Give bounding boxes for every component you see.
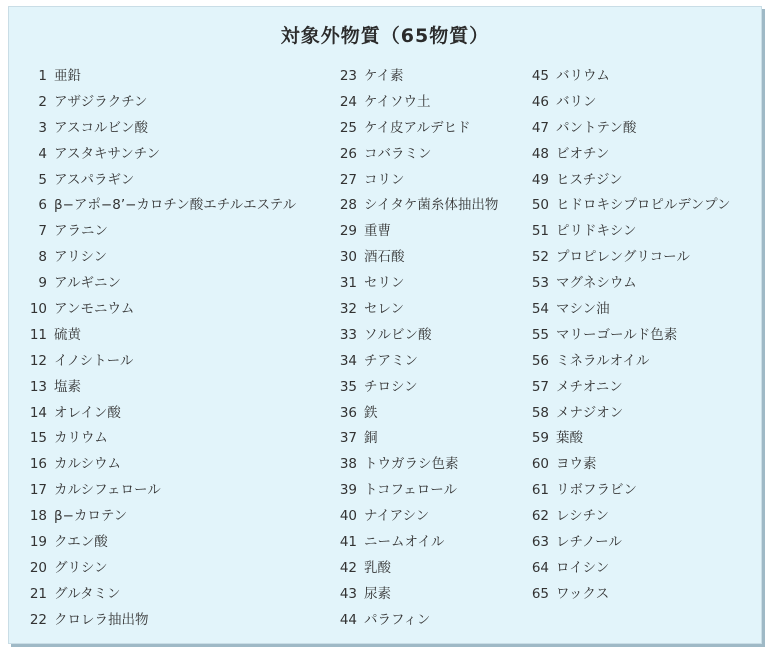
- substance-item: [527, 556, 731, 582]
- substance-number: 8: [38, 249, 47, 266]
- substance-item: [335, 478, 498, 504]
- substance-number: 63: [531, 534, 549, 551]
- substance-name: リボフラビン: [556, 482, 637, 499]
- substance-number: 52: [531, 249, 549, 266]
- substance-number: 30: [339, 249, 357, 266]
- substance-name: アリシン: [54, 249, 108, 266]
- substance-item: [527, 375, 731, 401]
- substance-number: 12: [29, 352, 47, 369]
- substance-item: [527, 271, 731, 297]
- substance-item: [335, 193, 498, 219]
- substance-number: 45: [531, 68, 549, 84]
- substance-item: [527, 582, 731, 608]
- substance-number: 6: [38, 197, 47, 214]
- substance-number: 33: [339, 326, 357, 343]
- substance-number: 10: [29, 301, 47, 318]
- substance-number: 31: [339, 275, 357, 292]
- substance-name: レチノール: [556, 534, 622, 551]
- substance-number: 48: [531, 145, 549, 162]
- substance-name: クロレラ抽出物: [54, 611, 149, 628]
- substance-name: β−アポ−8’−カロチン酸エチルエステル: [54, 197, 297, 214]
- substance-column-2: [335, 64, 498, 634]
- substance-number: 39: [339, 482, 357, 499]
- substance-number: 36: [339, 404, 357, 421]
- substance-number: 29: [339, 223, 357, 240]
- substance-number: 15: [29, 430, 47, 447]
- substance-item: [527, 297, 731, 323]
- substance-number: 19: [29, 534, 47, 551]
- substance-name: 葉酸: [556, 430, 583, 447]
- substance-number: 27: [339, 171, 357, 188]
- substance-item: [335, 401, 498, 427]
- substance-item: [527, 168, 731, 194]
- substance-number: 58: [531, 404, 549, 421]
- panel-title: 対象外物質（65物質）: [280, 25, 490, 47]
- substance-name: メチオニン: [556, 378, 623, 395]
- substance-name: セリン: [364, 275, 405, 292]
- substance-item: [527, 478, 731, 504]
- substance-number: 49: [531, 171, 549, 188]
- substance-item: [25, 297, 296, 323]
- substance-item: [527, 116, 731, 142]
- substance-number: 40: [339, 508, 357, 525]
- substance-number: 5: [38, 171, 47, 188]
- substance-name: トウガラシ色素: [364, 456, 459, 473]
- substance-number: 9: [38, 275, 47, 292]
- substance-name: アルギニン: [54, 275, 121, 292]
- substance-name: トコフェロール: [364, 482, 458, 499]
- substance-name: セレン: [364, 301, 405, 318]
- substance-item: [335, 349, 498, 375]
- substance-column-1: [25, 64, 296, 634]
- substance-item: [527, 426, 731, 452]
- substance-item: [335, 582, 498, 608]
- substance-name: ビオチン: [556, 145, 610, 162]
- substance-item: [25, 401, 296, 427]
- substance-item: [527, 219, 731, 245]
- substance-name: ヨウ素: [556, 456, 597, 473]
- substance-item: [335, 426, 498, 452]
- substance-number: 32: [339, 301, 357, 318]
- substance-number: 20: [29, 559, 47, 576]
- substance-item: [25, 245, 296, 271]
- substance-name: 硫黄: [54, 326, 81, 343]
- substance-item: [527, 349, 731, 375]
- substance-name: 尿素: [364, 585, 391, 602]
- substance-name: ヒドロキシプロピルデンプン: [556, 197, 731, 214]
- substance-item: [335, 64, 498, 90]
- substance-number: 65: [531, 585, 549, 602]
- substance-name: メナジオン: [556, 404, 624, 421]
- substance-name: アザジラクチン: [54, 93, 148, 110]
- substance-name: 亜鉛: [54, 68, 81, 84]
- substance-item: [335, 608, 498, 634]
- substance-number: 26: [339, 145, 357, 162]
- substance-name: シイタケ菌糸体抽出物: [364, 197, 499, 214]
- substance-item: [25, 142, 296, 168]
- substance-item: [335, 297, 498, 323]
- substance-number: 57: [531, 378, 549, 395]
- substance-number: 18: [29, 508, 47, 525]
- substance-number: 11: [29, 326, 47, 343]
- substance-name: イノシトール: [54, 352, 134, 369]
- substance-name: パントテン酸: [556, 119, 637, 136]
- substance-number: 2: [38, 93, 47, 110]
- substance-item: [25, 323, 296, 349]
- substance-item: [527, 193, 731, 219]
- substance-name: ロイシン: [556, 559, 610, 576]
- substance-number: 46: [531, 93, 549, 110]
- substance-number: 7: [38, 223, 47, 240]
- substance-number: 3: [38, 119, 47, 136]
- substance-name: ミネラルオイル: [556, 352, 650, 369]
- substance-number: 14: [29, 404, 47, 421]
- substance-number: 50: [531, 197, 549, 214]
- substance-name: 酒石酸: [364, 249, 405, 266]
- substance-number: 25: [339, 119, 357, 136]
- substance-name: 乳酸: [364, 559, 391, 576]
- substance-item: [25, 219, 296, 245]
- substance-name: カリウム: [54, 430, 108, 447]
- substance-name: 鉄: [364, 404, 378, 421]
- substance-name: マシン油: [556, 301, 610, 318]
- substance-name: マグネシウム: [556, 275, 637, 292]
- substance-number: 28: [339, 197, 357, 214]
- substance-item: [25, 168, 296, 194]
- substance-name: アスコルビン酸: [54, 119, 148, 136]
- substance-name: マリーゴールド色素: [556, 326, 678, 343]
- substance-number: 16: [29, 456, 47, 473]
- substance-item: [527, 530, 731, 556]
- substance-item: [335, 90, 498, 116]
- substance-item: [527, 90, 731, 116]
- substance-item: [25, 582, 296, 608]
- substance-number: 64: [531, 559, 549, 576]
- substance-name: バリン: [556, 93, 597, 110]
- substance-number: 47: [531, 119, 549, 136]
- substance-name: アスパラギン: [54, 171, 135, 188]
- substance-number: 56: [531, 352, 549, 369]
- substance-item: [25, 452, 296, 478]
- substance-name: カルシウム: [54, 456, 122, 473]
- substance-item: [25, 608, 296, 634]
- substance-name: ケイ素: [364, 68, 404, 84]
- substance-name: クエン酸: [54, 534, 108, 551]
- substance-number: 55: [531, 326, 549, 343]
- substance-name: ナイアシン: [364, 508, 430, 525]
- substance-name: バリウム: [556, 68, 610, 84]
- substance-number: 37: [339, 430, 357, 447]
- substance-number: 35: [339, 378, 357, 395]
- substance-list-panel: [8, 6, 762, 644]
- substance-number: 23: [339, 68, 357, 84]
- substance-item: [335, 530, 498, 556]
- substance-item: [25, 64, 296, 90]
- substance-item: [25, 349, 296, 375]
- substance-number: 41: [339, 534, 357, 551]
- substance-name: アスタキサンチン: [54, 145, 161, 162]
- substance-item: [335, 142, 498, 168]
- substance-item: [527, 504, 731, 530]
- substance-name: オレイン酸: [54, 404, 121, 421]
- substance-name: ソルビン酸: [364, 326, 432, 343]
- substance-number: 61: [531, 482, 549, 499]
- substance-item: [335, 271, 498, 297]
- substance-name: ケイ皮アルデヒド: [364, 119, 471, 136]
- substance-name: アンモニウム: [54, 301, 135, 318]
- substance-name: カルシフェロール: [54, 482, 161, 499]
- substance-item: [335, 556, 498, 582]
- substance-name: チロシン: [364, 378, 418, 395]
- substance-name: アラニン: [54, 223, 108, 240]
- substance-item: [25, 504, 296, 530]
- substance-item: [25, 530, 296, 556]
- substance-number: 1: [38, 68, 47, 84]
- substance-item: [25, 193, 296, 219]
- substance-name: グリシン: [54, 559, 108, 576]
- substance-number: 34: [339, 352, 357, 369]
- substance-item: [527, 64, 731, 90]
- substance-item: [25, 478, 296, 504]
- substance-name: 銅: [364, 430, 378, 447]
- substance-number: 21: [29, 585, 47, 602]
- substance-number: 53: [531, 275, 549, 292]
- substance-item: [527, 323, 731, 349]
- substance-number: 54: [531, 301, 549, 318]
- substance-number: 59: [531, 430, 549, 447]
- substance-item: [25, 116, 296, 142]
- substance-item: [527, 401, 731, 427]
- substance-number: 43: [339, 585, 357, 602]
- substance-name: コバラミン: [364, 145, 432, 162]
- substance-number: 51: [531, 223, 549, 240]
- substance-item: [527, 452, 731, 478]
- substance-number: 4: [38, 145, 47, 162]
- substance-name: プロピレングリコール: [556, 249, 690, 266]
- substance-number: 44: [339, 611, 357, 628]
- substance-number: 62: [531, 508, 549, 525]
- substance-column-3: [527, 64, 731, 608]
- substance-number: 42: [339, 559, 357, 576]
- substance-number: 22: [29, 611, 47, 628]
- substance-number: 38: [339, 456, 357, 473]
- substance-name: β−カロテン: [54, 508, 128, 525]
- substance-name: ヒスチジン: [556, 171, 623, 188]
- substance-name: グルタミン: [54, 585, 121, 602]
- substance-name: ピリドキシン: [556, 223, 637, 240]
- substance-name: パラフィン: [364, 611, 431, 628]
- substance-number: 24: [339, 93, 357, 110]
- substance-name: ケイソウ土: [364, 93, 431, 110]
- substance-number: 60: [531, 456, 549, 473]
- substance-item: [25, 375, 296, 401]
- substance-number: 13: [29, 378, 47, 395]
- substance-name: コリン: [364, 171, 405, 188]
- substance-number: 17: [29, 482, 47, 499]
- substance-item: [335, 116, 498, 142]
- substance-item: [25, 271, 296, 297]
- substance-item: [335, 219, 498, 245]
- substance-name: 重曹: [364, 223, 391, 240]
- substance-item: [335, 323, 498, 349]
- substance-item: [25, 426, 296, 452]
- substance-name: レシチン: [556, 508, 609, 525]
- substance-name: チアミン: [364, 352, 418, 369]
- substance-item: [527, 245, 731, 271]
- substance-item: [335, 375, 498, 401]
- substance-item: [335, 452, 498, 478]
- substance-name: 塩素: [54, 378, 81, 395]
- substance-name: ワックス: [556, 585, 610, 602]
- substance-item: [335, 245, 498, 271]
- substance-name: ニームオイル: [364, 534, 445, 551]
- substance-item: [335, 504, 498, 530]
- substance-item: [527, 142, 731, 168]
- substance-item: [335, 168, 498, 194]
- substance-item: [25, 556, 296, 582]
- substance-item: [25, 90, 296, 116]
